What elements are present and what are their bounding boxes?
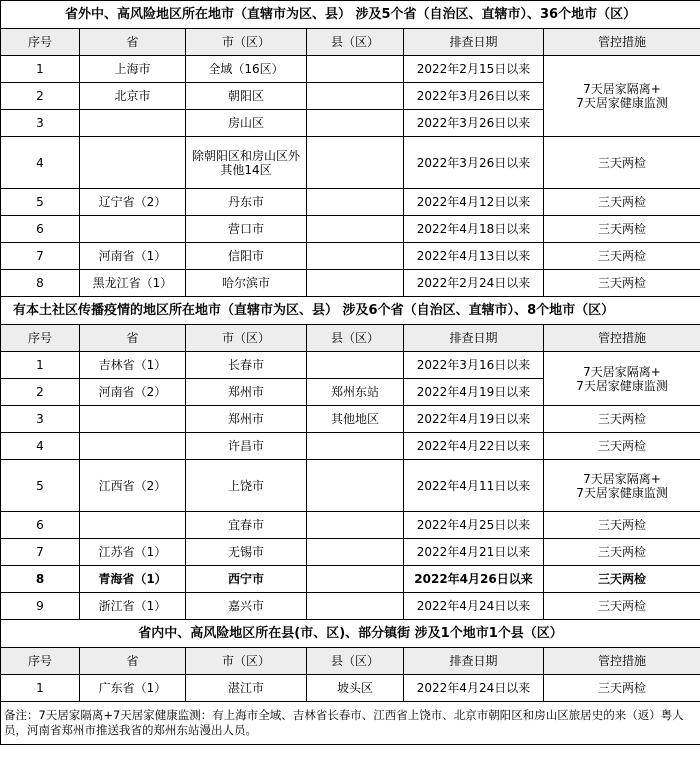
measure-line1: 7天居家隔离+ [583,82,661,96]
row-date: 2022年4月24日以来 [404,593,544,620]
row-county [307,593,404,620]
row-province [80,406,186,433]
row-no: 8 [1,270,80,297]
table-row [1,216,700,243]
row-city: 营口市 [186,216,307,243]
row-province: 江苏省（1） [80,539,186,566]
row-measure: 三天两检 [544,243,700,270]
row-city: 湛江市 [186,675,307,702]
header-date: 排查日期 [404,325,544,352]
row-measure: 三天两检 [544,566,700,593]
row-date: 2022年2月15日以来 [404,56,544,83]
row-county [307,460,404,512]
row-county [307,566,404,593]
row-province [80,433,186,460]
header-county: 县（区） [307,648,404,675]
row-no: 6 [1,216,80,243]
row-county [307,216,404,243]
row-measure [544,460,700,512]
row-province: 上海市 [80,56,186,83]
header-no: 序号 [1,325,80,352]
row-city: 房山区 [186,110,307,137]
row-measure-merged [544,352,700,406]
row-no: 6 [1,512,80,539]
row-no: 1 [1,352,80,379]
row-province: 吉林省（1） [80,352,186,379]
row-county: 坡头区 [307,675,404,702]
row-date: 2022年4月11日以来 [404,460,544,512]
row-no: 3 [1,110,80,137]
table-row [1,243,700,270]
row-county: 郑州东站 [307,379,404,406]
row-date: 2022年4月18日以来 [404,216,544,243]
row-no: 1 [1,675,80,702]
table-row [1,675,700,702]
table-row [1,593,700,620]
row-measure: 三天两检 [544,270,700,297]
row-no: 9 [1,593,80,620]
row-no: 4 [1,137,80,189]
table-row-highlighted [1,566,700,593]
row-measure: 三天两检 [544,675,700,702]
row-city: 丹东市 [186,189,307,216]
row-city: 无锡市 [186,539,307,566]
header-measure: 管控措施 [544,648,700,675]
row-city: 西宁市 [186,566,307,593]
row-province: 辽宁省（2） [80,189,186,216]
row-city: 郑州市 [186,379,307,406]
row-measure: 三天两检 [544,433,700,460]
row-province: 黑龙江省（1） [80,270,186,297]
row-no: 4 [1,433,80,460]
row-county: 其他地区 [307,406,404,433]
table-row [1,539,700,566]
row-measure: 三天两检 [544,512,700,539]
row-province [80,512,186,539]
row-city: 哈尔滨市 [186,270,307,297]
row-county [307,270,404,297]
row-measure-merged [544,56,700,137]
header-province: 省 [80,325,186,352]
section2-header-row [1,325,700,352]
header-county: 县（区） [307,29,404,56]
row-county [307,56,404,83]
table-row [1,512,700,539]
row-date: 2022年4月22日以来 [404,433,544,460]
row-county [307,83,404,110]
row-province: 河南省（1） [80,243,186,270]
row-province [80,137,186,189]
row-date: 2022年3月26日以来 [404,110,544,137]
header-province: 省 [80,648,186,675]
table-row [1,352,700,379]
row-no: 1 [1,56,80,83]
row-date: 2022年3月26日以来 [404,137,544,189]
row-city: 长春市 [186,352,307,379]
row-county [307,539,404,566]
measure-line2: 7天居家健康监测 [576,485,668,500]
header-no: 序号 [1,29,80,56]
section3-header-row [1,648,700,675]
row-city: 上饶市 [186,460,307,512]
header-measure: 管控措施 [544,325,700,352]
row-city: 信阳市 [186,243,307,270]
row-measure: 三天两检 [544,216,700,243]
footnote: 备注：7天居家隔离+7天居家健康监测：有上海市全域、吉林省长春市、江西省上饶市、北京市朝阳区和房山区旅居史的来（返）粤人员，河南省郑州市推送我省的郑州东站漫出人员。 [1,702,700,745]
row-no: 2 [1,83,80,110]
row-no: 5 [1,189,80,216]
row-date: 2022年3月16日以来 [404,352,544,379]
header-date: 排查日期 [404,648,544,675]
row-measure: 三天两检 [544,137,700,189]
row-province [80,216,186,243]
row-no: 7 [1,243,80,270]
row-no: 7 [1,539,80,566]
row-date: 2022年4月19日以来 [404,406,544,433]
header-no: 序号 [1,648,80,675]
measure-line2: 7天居家健康监测 [576,378,668,393]
table-row [1,460,700,512]
row-city: 全域（16区） [186,56,307,83]
measure-line2: 7天居家健康监测 [576,96,668,110]
row-province [80,110,186,137]
table-row [1,137,700,189]
row-measure: 三天两检 [544,189,700,216]
row-county [307,512,404,539]
row-date: 2022年4月25日以来 [404,512,544,539]
row-city: 朝阳区 [186,83,307,110]
row-measure: 三天两检 [544,593,700,620]
row-city: 郑州市 [186,406,307,433]
row-no: 3 [1,406,80,433]
header-city: 市（区） [186,648,307,675]
row-province: 浙江省（1） [80,593,186,620]
row-date: 2022年4月21日以来 [404,539,544,566]
row-county [307,352,404,379]
row-county [307,433,404,460]
row-no: 5 [1,460,80,512]
header-city: 市（区） [186,325,307,352]
header-measure: 管控措施 [544,29,700,56]
table-row [1,270,700,297]
row-measure: 三天两检 [544,406,700,433]
row-county [307,110,404,137]
section1-header-row [1,29,700,56]
row-county [307,189,404,216]
section1-title: 省外中、高风险地区所在地市（直辖市为区、县） 涉及5个省（自治区、直辖市）、36个地市（区） [1,1,700,29]
table-row [1,406,700,433]
row-date: 2022年4月19日以来 [404,379,544,406]
row-date: 2022年4月24日以来 [404,675,544,702]
row-date: 2022年3月26日以来 [404,83,544,110]
row-city: 嘉兴市 [186,593,307,620]
table-row [1,56,700,83]
row-city: 宜春市 [186,512,307,539]
header-date: 排查日期 [404,29,544,56]
measure-line1: 7天居家隔离+ [583,471,661,486]
row-date: 2022年4月12日以来 [404,189,544,216]
measure-line1: 7天居家隔离+ [583,364,661,379]
row-city: 许昌市 [186,433,307,460]
row-date: 2022年2月24日以来 [404,270,544,297]
row-province: 广东省（1） [80,675,186,702]
row-province: 青海省（1） [80,566,186,593]
row-county [307,137,404,189]
header-province: 省 [80,29,186,56]
row-date: 2022年4月13日以来 [404,243,544,270]
row-no: 2 [1,379,80,406]
row-county [307,243,404,270]
section3-title: 省内中、高风险地区所在县(市、区)、部分镇街 涉及1个地市1个县（区） [1,620,700,648]
header-city: 市（区） [186,29,307,56]
section2-title: 有本土社区传播疫情的地区所在地市（直辖市为区、县） 涉及6个省（自治区、直辖市）、8个地市（区） [1,297,700,325]
row-province: 河南省（2） [80,379,186,406]
header-county: 县（区） [307,325,404,352]
row-province: 江西省（2） [80,460,186,512]
table-row [1,433,700,460]
row-province: 北京市 [80,83,186,110]
row-measure: 三天两检 [544,539,700,566]
row-date: 2022年4月26日以来 [404,566,544,593]
row-no: 8 [1,566,80,593]
table-row [1,189,700,216]
row-city: 除朝阳区和房山区外其他14区 [186,137,307,189]
